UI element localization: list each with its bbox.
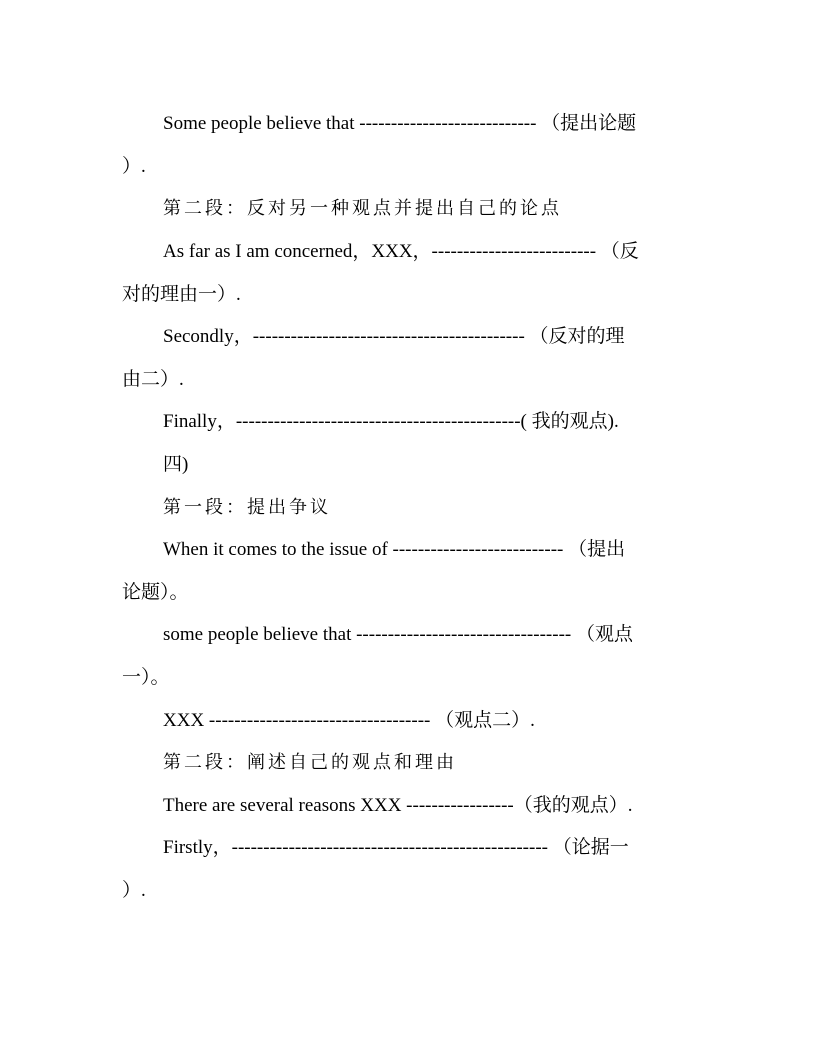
text-line-11: When it comes to the issue of --------------------------- （提出 [163, 539, 626, 560]
section-heading-para2-a: 第二段：反对另一种观点并提出自己的论点 [163, 198, 562, 219]
text-line-17: There are several reasons XXX -----------------（我的观点）. [163, 795, 633, 816]
section-heading-para2-b: 第二段：阐述自己的观点和理由 [163, 752, 457, 773]
text-line-13: some people believe that ---------------------------------- （观点 [163, 624, 633, 645]
text-line-12: 论题）。 [122, 582, 189, 603]
text-line-8: Finally，---------------------------------------------( 我的观点). [163, 411, 619, 432]
text-line-5: 对的理由一）. [122, 284, 241, 305]
section-heading-para1: 第一段：提出争议 [163, 497, 331, 518]
section-number: 四) [163, 454, 189, 475]
text-line-15: XXX ----------------------------------- （观点二）. [163, 710, 535, 731]
text-line-4: As far as I am concerned，XXX，-------------------------- （反 [163, 241, 639, 262]
text-line-7: 由二）. [122, 369, 184, 390]
text-line-2: ）. [122, 156, 146, 177]
text-line-6: Secondly，------------------------------------------- （反对的理 [163, 326, 625, 347]
text-line-18: Firstly，-------------------------------------------------- （论据一 [163, 837, 629, 858]
text-line-14: 一）。 [122, 667, 170, 688]
text-line-1: Some people believe that ---------------------------- （提出论题 [163, 113, 637, 134]
text-line-19: ）. [122, 880, 146, 901]
